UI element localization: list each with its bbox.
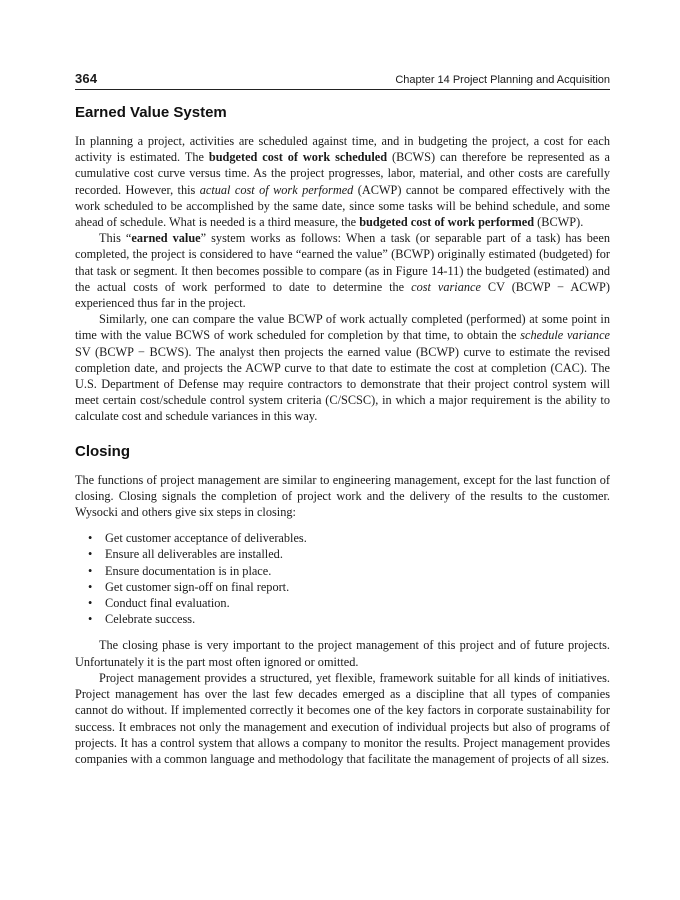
bullet: • (88, 547, 93, 562)
text-run: (BCWP). (534, 215, 584, 230)
section-heading-closing: Closing (75, 442, 130, 460)
bullet: • (88, 596, 93, 611)
paragraph-earned-value-1 (75, 133, 610, 230)
text-run: Similarly, one can compare the value BCWP of work actually completed (performed) at some point in time with the value BCWS of work scheduled for completion by that time, to obtain the (75, 312, 610, 343)
term-cost-variance: cost variance (411, 279, 481, 294)
page-number: 364 (75, 71, 98, 86)
paragraph-earned-value-3 (75, 311, 610, 424)
bullet: • (88, 612, 93, 627)
header-rule (75, 89, 610, 90)
text-run: (ACWP) cannot be compared effectively with the work scheduled to be accomplished by the same date, since some tasks will be behind schedule, and some ahead of schedule. What is needed is a third measure, the (75, 182, 610, 230)
list-item (88, 530, 610, 546)
page-body (75, 104, 610, 767)
text-run: SV (BCWP − BCWS). The analyst then projects the earned value (BCWP) curve to estimate the revised completion date, and projects the ACWP curve to that date to estimate the cost at completion (CAC). The U.S. Department of Defense may require contractors to demonstrate that their project control system will meet certain cost/schedule control system criteria (C/SCSC), in which a major requirement is the ability to calculate cost and schedule variances in this way. (75, 344, 610, 424)
paragraph-project-management-summary: Project management provides a structured, yet flexible, framework suitable for all kinds of initiatives. Project management has over the last few decades emerged as a discipline that all types of companies cannot do without. If implemented correctly it becomes one of the key factors in corporate sustainability for success. It embraces not only the management and execution of individual projects but also of programs of projects. It has a control system that allows a company to monitor the results. Project management provides companies with a common language and methodology that facilitate the management of projects of all sizes. (75, 670, 610, 766)
term-earned-value: earned value (131, 231, 201, 246)
running-head: Chapter 14 Project Planning and Acquisition (395, 74, 610, 86)
text-run: CV (BCWP − ACWP) experienced thus far in the project. (75, 279, 610, 311)
list-item (88, 579, 610, 595)
list-item-text: Ensure all deliverables are installed. (105, 547, 283, 562)
list-item (88, 611, 610, 627)
section-heading-earned-value: Earned Value System (75, 104, 227, 121)
term-bcws: budgeted cost of work scheduled (208, 150, 388, 165)
list-item-text: Get customer sign-off on final report. (105, 579, 290, 594)
page-header (75, 71, 610, 86)
term-schedule-variance: schedule variance (520, 328, 610, 343)
paragraph-closing-intro: The functions of project management are similar to engineering management, except for the last function of closing. Closing signals the completion of project work and the delivery of the results to the customer. Wysocki and others give six steps in closing: (75, 472, 610, 520)
text-run: This “ (99, 231, 132, 246)
bullet: • (88, 579, 93, 594)
list-item-text: Ensure documentation is in place. (105, 563, 272, 578)
list-item-text: Get customer acceptance of deliverables. (105, 531, 307, 546)
list-item (88, 595, 610, 611)
list-item (88, 563, 610, 579)
term-acwp: actual cost of work performed (199, 182, 354, 197)
text-run: ” system works as follows: When a task (or separable part of a task) has been completed, the project is considered to have “earned the value” (BCWP) originally estimated (budgeted) for that task or segment. It then becomes possible to compare (as in Figure 14-11) the budgeted (estimated) and the actual costs of work performed to date to determine the (75, 231, 610, 294)
closing-steps-list (75, 530, 610, 627)
paragraph-closing-importance: The closing phase is very important to the project management of this project and of future projects. Unfortunately it is the part most often ignored or omitted. (75, 638, 610, 669)
list-item-text: Conduct final evaluation. (105, 596, 230, 611)
term-bcwp: budgeted cost of work performed (359, 215, 535, 230)
bullet: • (88, 531, 93, 546)
text-run: In planning a project, activities are scheduled against time, and in budgeting the project, a cost for each activity is estimated. The (75, 134, 610, 165)
paragraph-earned-value-2 (75, 230, 610, 311)
list-item-text: Celebrate success. (105, 612, 196, 627)
text-run: (BCWS) can therefore be represented as a cumulative cost curve versus time. As the project progresses, labor, material, and other costs are carefully recorded. However, this (75, 150, 610, 197)
bullet: • (88, 563, 93, 578)
list-item (88, 546, 610, 562)
